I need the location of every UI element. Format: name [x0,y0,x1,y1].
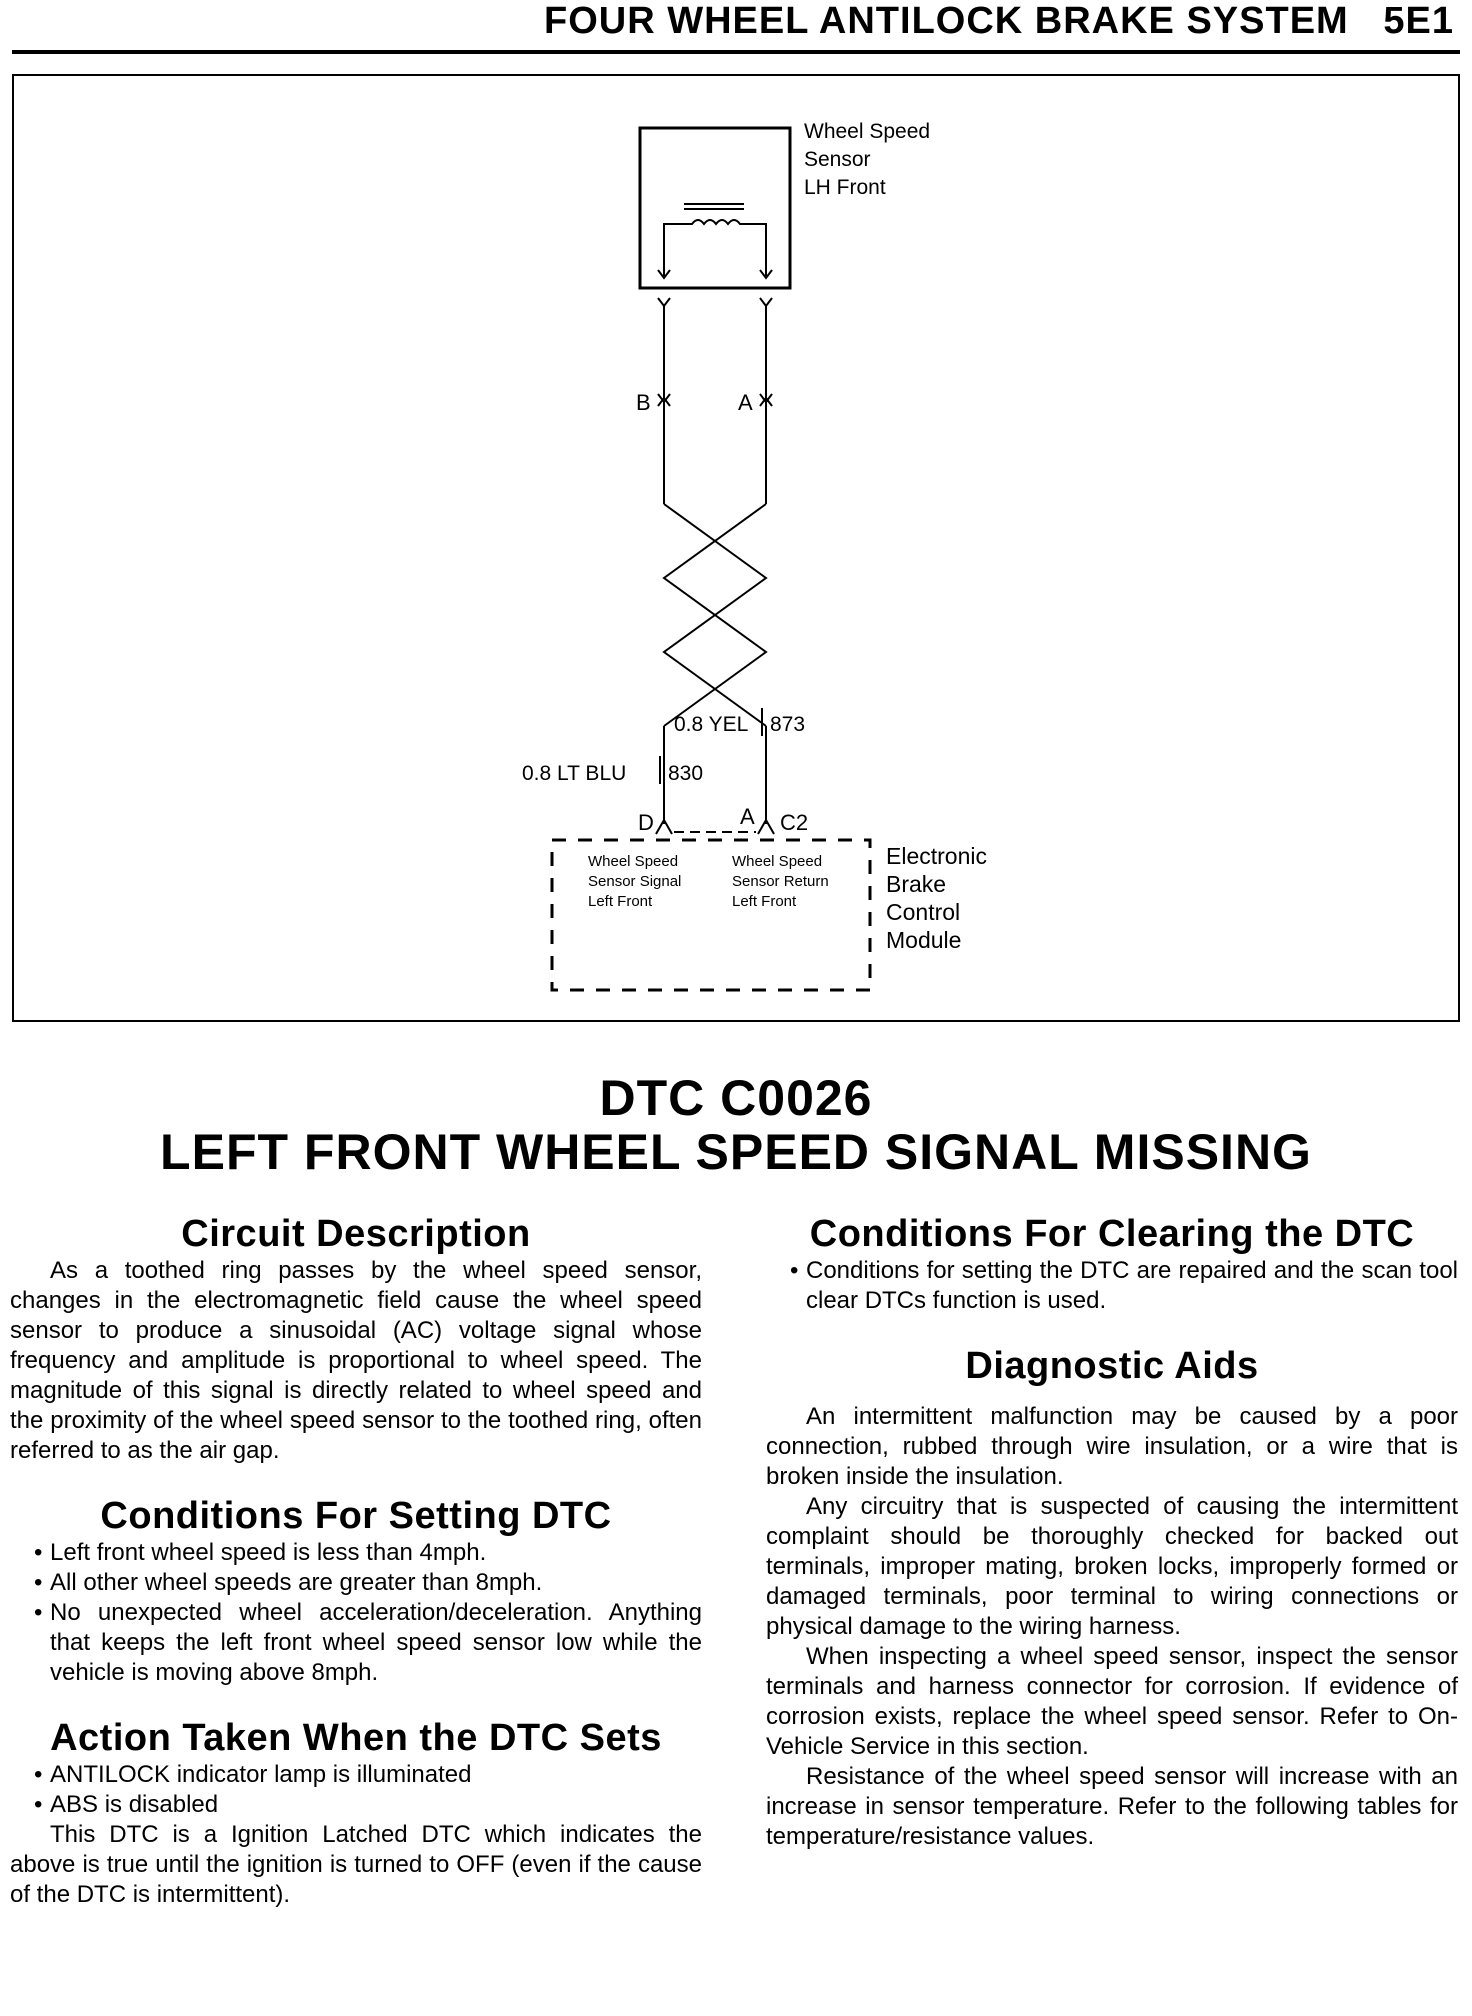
return-label-line: Sensor Return [732,873,829,890]
list-item: • All other wheel speeds are greater than 8mph. [10,1568,702,1598]
conditions-setting-heading: Conditions For Setting DTC [100,1495,612,1537]
action-taken-body: This DTC is a Ignition Latched DTC which indicates the above is true until the ignition is turned to OFF (even if the cause of the DTC is intermittent). [10,1821,702,1908]
action-taken-list [10,1760,702,1820]
action-taken-heading: Action Taken When the DTC Sets [50,1717,662,1759]
wire-yel-label: 0.8 YEL [674,713,749,736]
sensor-label-line: LH Front [804,176,886,199]
pin-a-label: A [738,390,753,415]
left-column [10,1212,702,1910]
conditions-clearing-heading: Conditions For Clearing the DTC [809,1213,1415,1255]
sensor-label-line: Sensor [804,148,871,171]
list-item: • Conditions for setting the DTC are repaired and the scan tool clear DTCs function is used. [766,1256,1458,1316]
dtc-title: LEFT FRONT WHEEL SPEED SIGNAL MISSING [160,1124,1312,1180]
signal-label-line: Sensor Signal [588,873,682,890]
signal-label-line: Left Front [588,893,653,910]
list-item: • ABS is disabled [10,1790,702,1820]
return-label-line: Left Front [732,893,797,910]
sensor-coil [664,220,766,276]
return-label-line: Wheel Speed [732,853,823,870]
diagnostic-aids-paragraph: An intermittent malfunction may be caused by a poor connection, rubbed through wire insulation, or a wire that is broken inside the insulation. [766,1403,1458,1490]
page-header [0,0,1472,56]
module-label-line: Electronic [886,843,987,869]
header-rule [12,50,1460,54]
pin-b-label: B [636,390,651,415]
module-label-line: Brake [886,871,947,897]
list-item: • ANTILOCK indicator lamp is illuminated [10,1760,702,1790]
diagnostic-aids-paragraph: Any circuitry that is suspected of causing the intermittent complaint should be thoroughly checked for backed out terminals, improper mating, broken locks, improperly formed or damaged terminals, poor terminal to wiring connections or physical damage to the wiring harness. [766,1493,1458,1640]
module-label-line: Module [886,927,962,953]
module-pin-a-label: A [740,804,755,829]
dtc-code: DTC C0026 [599,1070,873,1126]
right-column [766,1212,1458,1852]
wire-yel-circuit: 873 [770,713,806,736]
list-item: • Left front wheel speed is less than 4mph. [10,1538,702,1568]
conditions-clearing-list [766,1256,1458,1316]
list-item: • No unexpected wheel acceleration/deceleration. Anything that keeps the left front wheel speed sensor low while the vehicle is moving above 8mph. [10,1598,702,1688]
twisted-pair-wire [664,504,766,726]
wire-blu-circuit: 830 [668,762,704,785]
wiring-diagram [12,74,1460,1022]
section-title: FOUR WHEEL ANTILOCK BRAKE SYSTEM 5E1 [544,0,1454,42]
diagnostic-aids-paragraph: Resistance of the wheel speed sensor will increase with an increase in sensor temperature. Refer to the following tables for temperature/resistance values. [766,1763,1458,1850]
circuit-description-body: As a toothed ring passes by the wheel speed sensor, changes in the electromagnetic field cause the wheel speed sensor to produce a sinusoidal (AC) voltage signal whose frequency and amplitude is proportional to wheel speed. The magnitude of this signal is directly related to wheel speed and the proximity of the wheel speed sensor to the toothed ring, often referred to as the air gap. [10,1257,702,1464]
module-pin-d-label: D [638,810,654,835]
wiring-diagram-svg [14,76,1462,1024]
sensor-label-line: Wheel Speed [804,120,931,143]
signal-label-line: Wheel Speed [588,853,679,870]
module-connector-label: C2 [780,810,809,835]
diagnostic-aids-heading: Diagnostic Aids [965,1345,1259,1387]
circuit-description-heading: Circuit Description [181,1213,531,1255]
conditions-setting-list [10,1538,702,1688]
wire-blu-label: 0.8 LT BLU [522,762,627,785]
diagnostic-aids-paragraph: When inspecting a wheel speed sensor, inspect the sensor terminals and harness connector for corrosion. If evidence of corrosion exists, replace the wheel speed sensor. Refer to On-Vehicle Service in this section. [766,1643,1458,1760]
module-label-line: Control [886,899,961,925]
